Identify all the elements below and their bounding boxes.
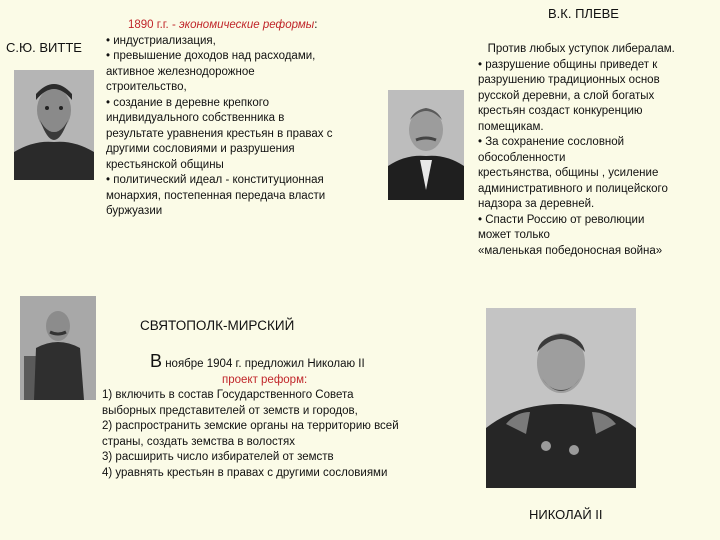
- witte-line: • политический идеал - конституционная: [106, 174, 324, 186]
- nicholas-name: НИКОЛАЙ II: [529, 507, 603, 522]
- witte-portrait: [14, 70, 94, 180]
- nicholas-portrait-image: [486, 308, 636, 488]
- svyatopolk-line: 1) включить в состав Государственного Совета: [102, 389, 354, 401]
- svyatopolk-proposal: [102, 351, 452, 481]
- svyatopolk-portrait: [20, 296, 96, 400]
- plehve-text: [478, 42, 714, 259]
- plehve-line: обособленности: [478, 151, 566, 164]
- witte-name: С.Ю. ВИТТЕ: [6, 40, 82, 55]
- plehve-line: административного и полицейского: [478, 182, 668, 195]
- witte-reforms-heading: [106, 18, 376, 34]
- plehve-name: В.К. ПЛЕВЕ: [548, 6, 619, 21]
- plehve-line: может только: [478, 229, 550, 241]
- witte-line: результате уравнения крестьян в правах с: [106, 127, 333, 140]
- plehve-line: крестьян создаст конкуренцию: [478, 105, 643, 117]
- plehve-line: • разрушение общины приведет к: [478, 58, 658, 71]
- plehve-line: крестьянства, общины , усиление: [478, 167, 659, 179]
- svyatopolk-intro-rest: ноябре 1904 г. предложил Николаю II: [162, 358, 365, 370]
- svyatopolk-name: СВЯТОПОЛК-МИРСКИЙ: [140, 318, 295, 333]
- nicholas-portrait: [486, 308, 636, 488]
- witte-line: монархия, постепенная передача власти: [106, 189, 326, 202]
- svyatopolk-line: страны, создать земства в волостях: [102, 435, 295, 448]
- witte-line: строительство,: [106, 81, 187, 93]
- witte-reforms-text: [106, 18, 376, 220]
- svyatopolk-line: 4) уравнять крестьян в правах с другими сословиями: [102, 466, 388, 479]
- witte-portrait-image: [14, 70, 94, 180]
- witte-line: другими сословиями и разрушения: [106, 143, 295, 155]
- svyatopolk-intro-initial: В: [150, 351, 163, 371]
- witte-line: буржуазии: [106, 205, 163, 217]
- plehve-portrait-image: [388, 90, 464, 200]
- witte-line: • индустриализация,: [106, 34, 216, 47]
- svyatopolk-line: выборных представителей от земств и городов,: [102, 404, 358, 417]
- witte-heading-year: 1890 г.г. -: [128, 19, 179, 31]
- witte-line: активное железнодорожное: [106, 65, 255, 78]
- svyatopolk-line: 2) распространить земские органы на территорию всей: [102, 420, 399, 432]
- plehve-line: • Спасти Россию от революции: [478, 213, 645, 226]
- plehve-line: надзора за деревней.: [478, 198, 595, 210]
- plehve-line: помещикам.: [478, 120, 544, 133]
- svyatopolk-intro: [102, 351, 452, 373]
- plehve-portrait: [388, 90, 464, 200]
- svyatopolk-line: 3) расширить число избирателей от земств: [102, 451, 334, 463]
- svyatopolk-portrait-image: [20, 296, 96, 400]
- witte-line: крестьянской общины: [106, 158, 224, 171]
- plehve-line: Против любых уступок либералам.: [478, 43, 675, 55]
- witte-heading-colon: :: [314, 19, 318, 31]
- plehve-line: разрушению традиционных основ: [478, 74, 660, 86]
- witte-line: индивидуального собственника в: [106, 112, 285, 124]
- witte-heading-topic: экономические реформы: [178, 19, 315, 31]
- plehve-line: русской деревни, а слой богатых: [478, 89, 655, 102]
- witte-line: • превышение доходов над расходами,: [106, 50, 316, 62]
- svyatopolk-project: проект реформ:: [222, 373, 308, 386]
- witte-line: • создание в деревне крепкого: [106, 96, 270, 109]
- plehve-line: • За сохранение сословной: [478, 136, 625, 148]
- plehve-line: «маленькая победоносная война»: [478, 244, 663, 257]
